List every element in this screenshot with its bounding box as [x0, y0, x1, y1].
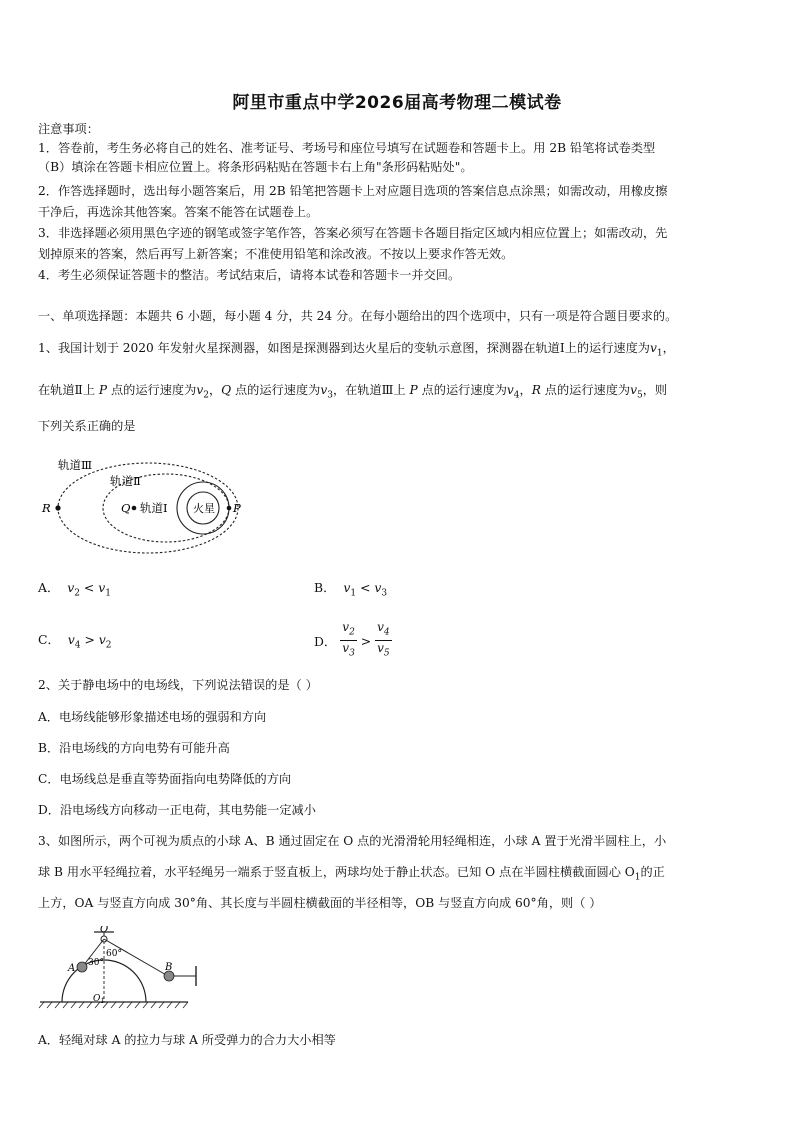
label-P: P: [233, 501, 241, 515]
label-orbit-3: 轨道Ⅲ: [58, 458, 93, 472]
label-O: O: [100, 926, 109, 935]
q1-line3: 下列关系正确的是: [38, 419, 136, 433]
label-angle-60: 60°: [106, 949, 122, 959]
label-Q: Q: [121, 501, 131, 515]
note-line: 划掉原来的答案，然后再写上新答案；不准使用铅笔和涂改液。不按以上要求作答无效。: [38, 247, 514, 261]
q1-line2: 在轨道Ⅱ上 P 点的运行速度为$v_2$，Q 点的运行速度为$v_3$，在轨道Ⅲ上 P 点的运行速度为$v_4$，R 点的运行速度为$v_5$，则: [38, 383, 668, 401]
q1-option-c[interactable]: C． $v_4 > v_2$: [38, 632, 112, 651]
label-R: R: [42, 501, 51, 515]
q1-option-b[interactable]: B． $v_1 < v_3$: [314, 580, 388, 599]
q1-line1: 1、我国计划于 2020 年发射火星探测器，如图是探测器到达火星后的变轨示意图，探测器在轨道Ⅰ上的运行速度为$v_1$，: [38, 341, 675, 359]
notes-heading: 注意事项：: [38, 122, 99, 136]
fraction-v4-v5: $\frac{v_4}{v_5}$: [377, 620, 390, 659]
q3-line3: 上方，OA 与竖直方向成 30°角、其长度与半圆柱横截面的半径相等，OB 与竖直方向成 60°角，则（ ）: [38, 896, 602, 910]
note-line: 1．答卷前，考生务必将自己的姓名、准考证号、考场号和座位号填写在试题卷和答题卡上。用 2B 铅笔将试卷类型: [38, 141, 656, 155]
note-line: 2．作答选择题时，选出每小题答案后，用 2B 铅笔把答题卡上对应题目选项的答案信息点涂黑；如需改动，用橡皮擦: [38, 184, 668, 198]
q2-option-a[interactable]: A．电场线能够形象描述电场的强弱和方向: [38, 710, 267, 724]
section-heading: 一、单项选择题：本题共 6 小题，每小题 4 分，共 24 分。在每小题给出的四个选项中，只有一项是符合题目要求的。: [38, 309, 678, 323]
label-angle-30: 30°: [88, 958, 104, 968]
q3-option-a[interactable]: A．轻绳对球 A 的拉力与球 A 所受弹力的合力大小相等: [38, 1033, 336, 1047]
orbit-diagram: [38, 452, 248, 556]
exam-title: 阿里市重点中学2026届高考物理二模试卷: [232, 93, 562, 113]
q1-option-a[interactable]: A． $v_2 < v_1$: [38, 580, 111, 599]
fraction-v2-v3: $\frac{v_2}{v_3}$: [342, 620, 355, 659]
q2-option-b[interactable]: B．沿电场线的方向电势有可能升高: [38, 741, 230, 755]
note-line: （B）填涂在答题卡相应位置上。将条形码粘贴在答题卡右上角"条形码粘贴处"。: [38, 160, 473, 174]
note-line: 3．非选择题必须用黑色字迹的钢笔或签字笔作答，答案必须写在答题卡各题目指定区域内相应位置上；如需改动，先: [38, 226, 668, 240]
point-P: [227, 506, 232, 511]
pulley-diagram: [38, 926, 208, 1016]
q1-option-d[interactable]: D． $\frac{v_2}{v_3}$ > $\frac{v_4}{v_5}$: [314, 620, 392, 662]
note-line: 4．考生必须保证答题卡的整洁。考试结束后，请将本试卷和答题卡一并交回。: [38, 268, 461, 282]
label-B: B: [165, 962, 173, 973]
q2-option-d[interactable]: D．沿电场线方向移动一正电荷，其电势能一定减小: [38, 803, 316, 817]
point-R: [55, 505, 60, 510]
q2-option-c[interactable]: C．电场线总是垂直等势面指向电势降低的方向: [38, 772, 292, 786]
q3-line1: 3、如图所示，两个可视为质点的小球 A、B 通过固定在 O 点的光滑滑轮用轻绳相连，小球 A 置于光滑半圆柱上，小: [38, 834, 667, 848]
label-mars: 火星: [193, 502, 215, 515]
label-O1: $O_1$: [93, 994, 105, 1005]
label-orbit-2: 轨道Ⅱ: [110, 474, 141, 488]
point-Q: [132, 506, 137, 511]
ground-hatching: [39, 1002, 188, 1008]
note-line: 干净后，再选涂其他答案。答案不能答在试题卷上。: [38, 205, 319, 219]
ball-A: [77, 962, 87, 972]
label-A: A: [68, 963, 76, 974]
q3-line2: 球 B 用水平轻绳拉着，水平轻绳另一端系于竖直板上，两球均处于静止状态。已知 O 点在半圆柱横截面圆心 $O_1$的正: [38, 865, 665, 883]
q2-stem: 2、关于静电场中的电场线，下列说法错误的是（ ）: [38, 678, 318, 692]
label-orbit-1: 轨道Ⅰ: [140, 501, 168, 515]
